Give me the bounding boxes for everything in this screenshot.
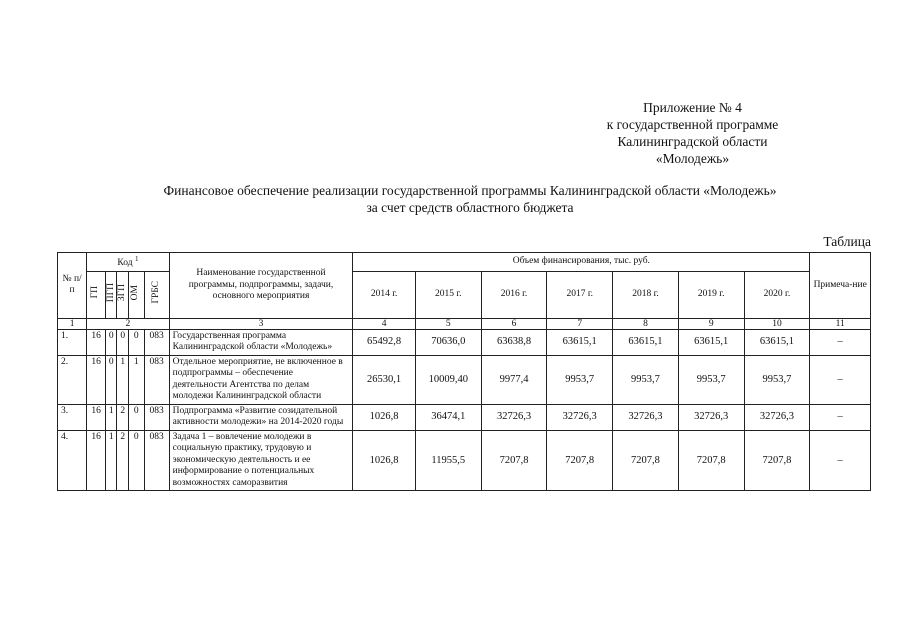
header-code-pgp: ПГП: [105, 271, 116, 318]
column-number: 2: [87, 318, 169, 329]
value-cell: 7207,8: [744, 430, 810, 491]
value-cell: 36474,1: [415, 404, 481, 430]
value-cell: 32726,3: [481, 404, 547, 430]
code-cell: 083: [144, 404, 169, 430]
code-footnote: 1: [134, 255, 139, 263]
appendix-line: Калининградской области: [617, 134, 768, 149]
code-cell: 16: [87, 355, 106, 404]
header-year: 2015 г.: [415, 271, 481, 318]
header-year: 2020 г.: [744, 271, 810, 318]
header-name: Наименование государственной программы, подпрограммы, задачи, основного мероприятия: [169, 253, 353, 319]
code-cell: 16: [87, 329, 106, 355]
code-cell: 2: [117, 430, 128, 491]
appendix-line: «Молодежь»: [655, 151, 730, 166]
header-code-grbs: ГРБС: [144, 271, 169, 318]
code-cell: 2: [117, 404, 128, 430]
code-cell: 083: [144, 430, 169, 491]
code-cell: 1: [105, 430, 116, 491]
appendix-block: [560, 99, 825, 167]
table-row: [58, 329, 871, 355]
value-cell: 63615,1: [678, 329, 744, 355]
code-cell: 0: [105, 329, 116, 355]
document-title: [100, 182, 840, 216]
table-row: [58, 355, 871, 404]
column-number: 7: [547, 318, 613, 329]
header-year: 2017 г.: [547, 271, 613, 318]
column-number: 4: [353, 318, 416, 329]
header-num: № п/п: [58, 253, 87, 319]
column-number: 9: [678, 318, 744, 329]
header-note: Примеча-ние: [810, 253, 871, 319]
financing-table: [57, 252, 871, 491]
value-cell: 26530,1: [353, 355, 416, 404]
note-cell: –: [810, 355, 871, 404]
header-code-om: ОМ: [128, 271, 144, 318]
table-label: Таблица: [823, 234, 871, 249]
header-year: 2019 г.: [678, 271, 744, 318]
header-year: 2018 г.: [613, 271, 679, 318]
header-year: 2014 г.: [353, 271, 416, 318]
value-cell: 63638,8: [481, 329, 547, 355]
column-number: 3: [169, 318, 353, 329]
row-num: 2.: [58, 355, 87, 404]
code-cell: 0: [128, 404, 144, 430]
column-number: 1: [58, 318, 87, 329]
value-cell: 32726,3: [547, 404, 613, 430]
value-cell: 63615,1: [744, 329, 810, 355]
column-number: 8: [613, 318, 679, 329]
value-cell: 70636,0: [415, 329, 481, 355]
row-name: Отдельное мероприятие, не включенное в подпрограммы – обеспечение деятельности Агентства по делам молодежи Калининградской области: [169, 355, 353, 404]
code-cell: 1: [128, 355, 144, 404]
code-cell: 1: [117, 355, 128, 404]
code-cell: 16: [87, 430, 106, 491]
code-cell: 1: [105, 404, 116, 430]
header-code-label: Код: [117, 258, 133, 269]
note-cell: –: [810, 329, 871, 355]
appendix-line: к государственной программе: [606, 117, 779, 132]
appendix-line: Приложение № 4: [643, 100, 742, 115]
column-number: 10: [744, 318, 810, 329]
row-num: 4.: [58, 430, 87, 491]
value-cell: 7207,8: [481, 430, 547, 491]
header-code: [87, 253, 169, 272]
value-cell: 9953,7: [613, 355, 679, 404]
value-cell: 1026,8: [353, 404, 416, 430]
value-cell: 11955,5: [415, 430, 481, 491]
header-code-zgp: ЗГП: [117, 271, 128, 318]
table-row: [58, 404, 871, 430]
value-cell: 32726,3: [678, 404, 744, 430]
value-cell: 32726,3: [744, 404, 810, 430]
header-year: 2016 г.: [481, 271, 547, 318]
row-num: 3.: [58, 404, 87, 430]
row-name: Подпрограмма «Развитие созидательной активности молодежи» на 2014-2020 годы: [169, 404, 353, 430]
header-code-gp: ГП: [87, 271, 106, 318]
code-cell: 083: [144, 355, 169, 404]
code-cell: 0: [128, 329, 144, 355]
column-number: 11: [810, 318, 871, 329]
row-name: Задача 1 – вовлечение молодежи в социальную практику, трудовую и экономическую деятельность и ее информирование о потенциальных возможностях саморазвития: [169, 430, 353, 491]
value-cell: 63615,1: [613, 329, 679, 355]
value-cell: 9977,4: [481, 355, 547, 404]
title-line: за счет средств областного бюджета: [366, 200, 574, 215]
code-cell: 16: [87, 404, 106, 430]
value-cell: 63615,1: [547, 329, 613, 355]
value-cell: 7207,8: [613, 430, 679, 491]
value-cell: 7207,8: [547, 430, 613, 491]
value-cell: 32726,3: [613, 404, 679, 430]
column-number: 5: [415, 318, 481, 329]
value-cell: 9953,7: [678, 355, 744, 404]
note-cell: –: [810, 404, 871, 430]
column-number-row: [58, 318, 871, 329]
code-cell: 0: [128, 430, 144, 491]
value-cell: 1026,8: [353, 430, 416, 491]
table-row: [58, 430, 871, 491]
value-cell: 9953,7: [547, 355, 613, 404]
note-cell: –: [810, 430, 871, 491]
row-num: 1.: [58, 329, 87, 355]
value-cell: 7207,8: [678, 430, 744, 491]
header-funding: Объем финансирования, тыс. руб.: [353, 253, 810, 272]
column-number: 6: [481, 318, 547, 329]
title-line: Финансовое обеспечение реализации государственной программы Калининградской области «Молодежь»: [163, 183, 777, 198]
code-cell: 0: [117, 329, 128, 355]
value-cell: 9953,7: [744, 355, 810, 404]
value-cell: 65492,8: [353, 329, 416, 355]
row-name: Государственная программа Калининградской области «Молодежь»: [169, 329, 353, 355]
code-cell: 083: [144, 329, 169, 355]
code-cell: 0: [105, 355, 116, 404]
value-cell: 10009,40: [415, 355, 481, 404]
